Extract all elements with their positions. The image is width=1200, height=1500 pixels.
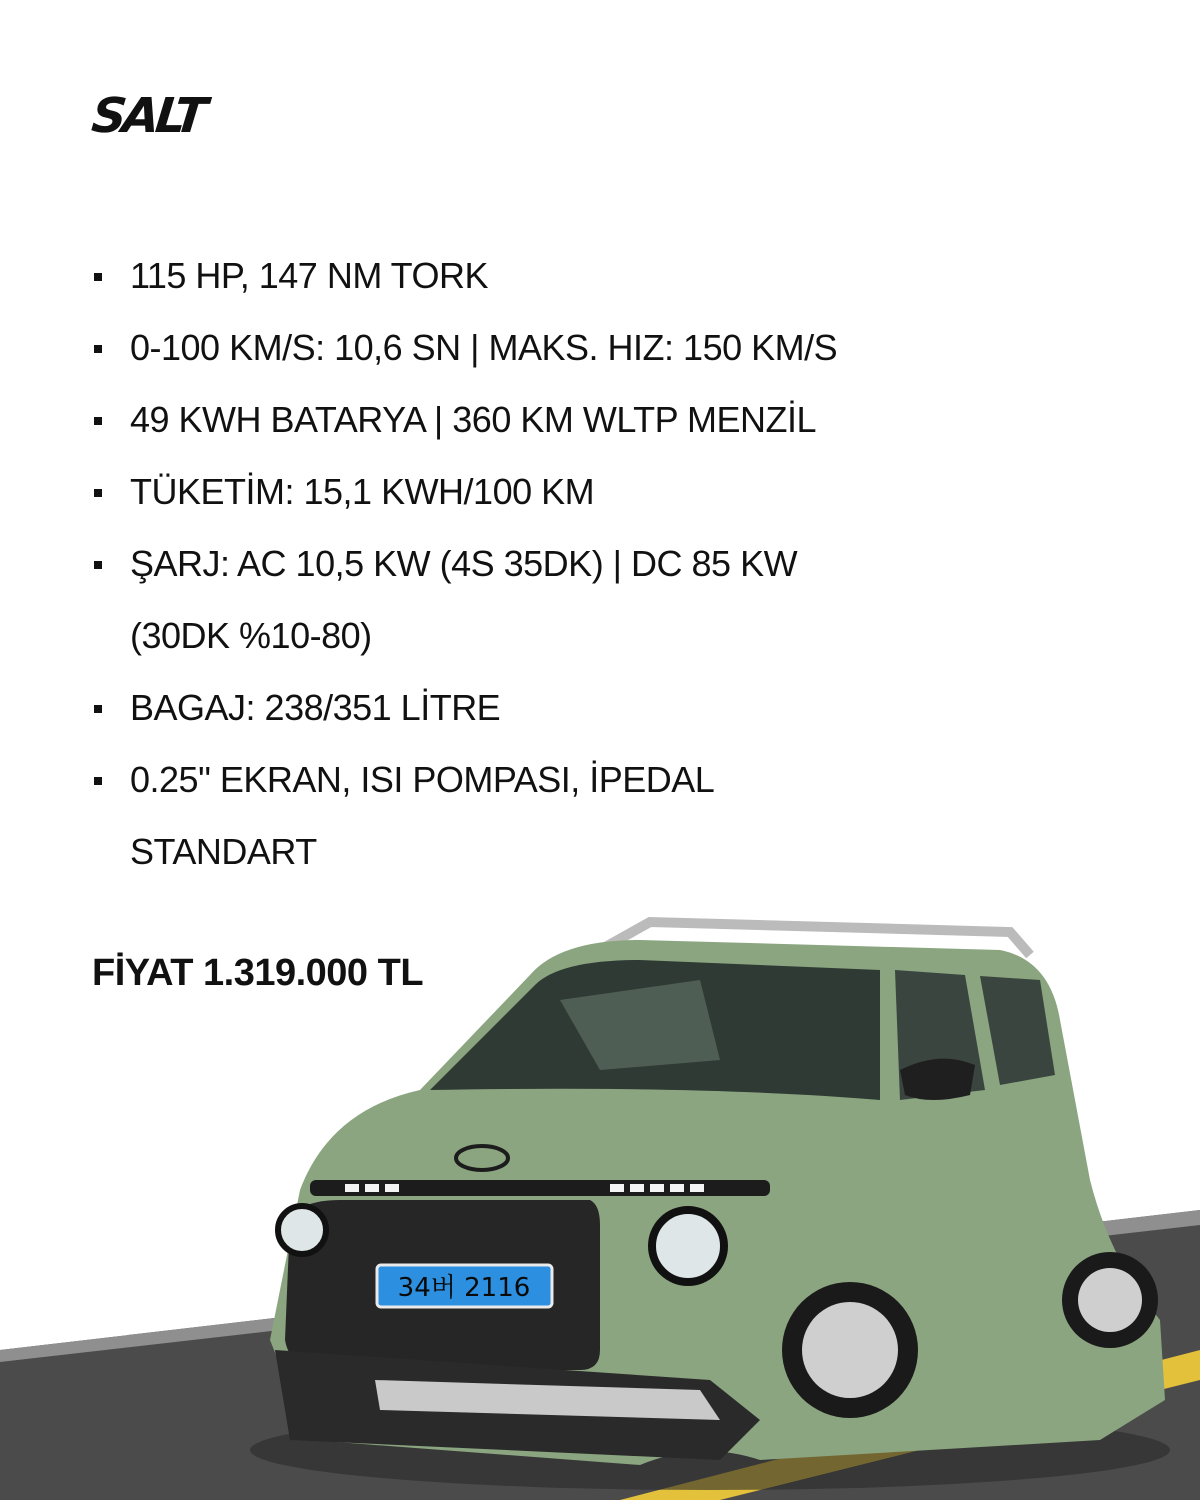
- spec-item: TÜKETİM: 15,1 KWH/100 KM: [92, 456, 1092, 528]
- spec-item: 0.25" EKRAN, ISI POMPASI, İPEDAL STANDART: [92, 744, 1092, 888]
- bullet-icon: [94, 705, 102, 713]
- bullet-icon: [94, 489, 102, 497]
- bullet-icon: [94, 417, 102, 425]
- bullet-icon: [94, 273, 102, 281]
- spec-item: 115 HP, 147 NM TORK: [92, 240, 1092, 312]
- spec-item: ŞARJ: AC 10,5 KW (4S 35DK) | DC 85 KW (30DK %10-80): [92, 528, 1092, 672]
- headlight-right: [652, 1210, 724, 1282]
- price-label: FİYAT 1.319.000 TL: [92, 952, 424, 994]
- car-photo: [0, 880, 1200, 1500]
- bullet-icon: [94, 345, 102, 353]
- bullet-icon: [94, 777, 102, 785]
- plate-text: 34버 2116: [397, 1273, 531, 1303]
- bullet-icon: [94, 561, 102, 569]
- spec-item: 49 KWH BATARYA | 360 KM WLTP MENZİL: [92, 384, 1092, 456]
- salt-logo: SALT: [89, 88, 207, 144]
- spec-item: 0-100 KM/S: 10,6 SN | MAKS. HIZ: 150 KM/S: [92, 312, 1092, 384]
- headlight-left: [278, 1206, 326, 1254]
- spec-list: [92, 240, 1092, 888]
- rear-wheel-rim: [1078, 1268, 1142, 1332]
- front-wheel-rim: [802, 1302, 898, 1398]
- spec-item: BAGAJ: 238/351 LİTRE: [92, 672, 1092, 744]
